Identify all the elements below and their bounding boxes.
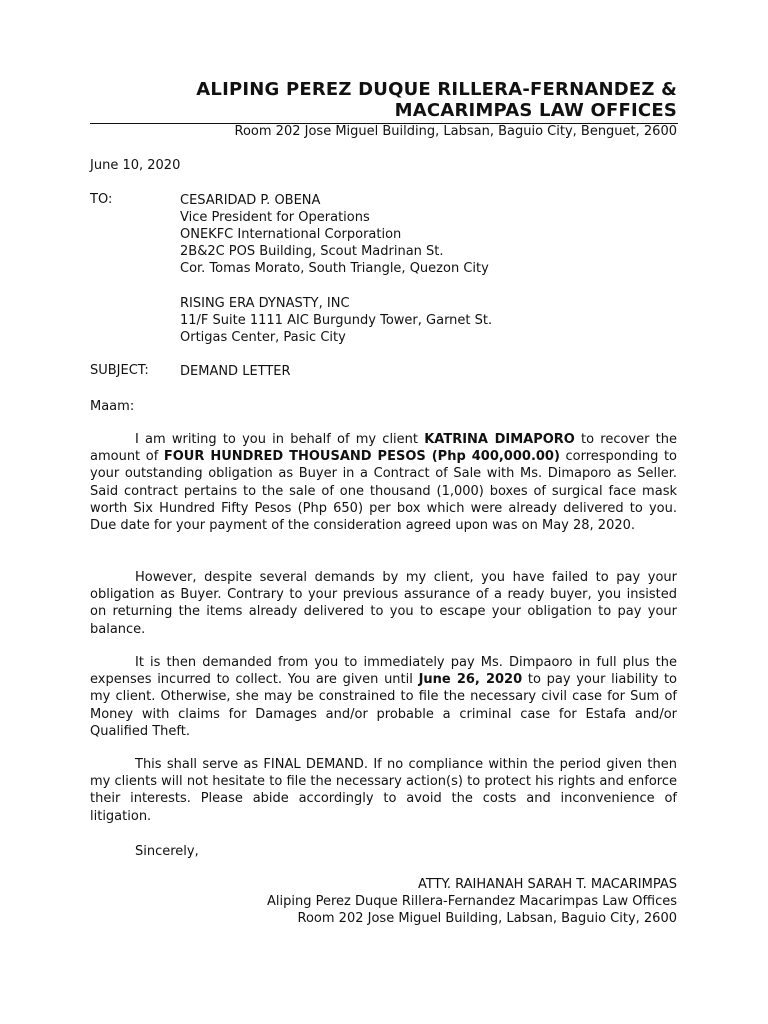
salutation: Maam: (90, 399, 135, 414)
second-addressee-line: 11/F Suite 1111 AIC Burgundy Tower, Garnet St. (180, 313, 493, 328)
firm-name-line2: MACARIMPAS LAW OFFICES (394, 100, 677, 121)
firm-address: Room 202 Jose Miguel Building, Labsan, Baguio City, Benguet, 2600 (234, 124, 677, 139)
addressee-name: CESARIDAD P. OBENA (180, 193, 321, 208)
text-run: I am writing to you in behalf of my client (135, 432, 425, 447)
subject-label: SUBJECT: (90, 363, 149, 378)
second-addressee-line: Ortigas Center, Pasic City (180, 330, 346, 345)
closing: Sincerely, (135, 844, 199, 859)
addressee-line: 2B&2C POS Building, Scout Madrinan St. (180, 244, 444, 259)
addressee-line: Vice President for Operations (180, 210, 370, 225)
text-run: to recover the amount of (90, 432, 677, 465)
second-addressee-line: RISING ERA DYNASTY, INC (180, 296, 350, 311)
addressee-line: Cor. Tomas Morato, South Triangle, Quezon City (180, 261, 489, 276)
firm-name-line1: ALIPING PEREZ DUQUE RILLERA-FERNANDEZ & (196, 79, 677, 100)
client-name: KATRINA DIMAPORO (424, 432, 575, 447)
signatory-address: Room 202 Jose Miguel Building, Labsan, Baguio City, 2600 (297, 911, 677, 926)
text-run: corresponding to your outstanding obligation as Buyer in a Contract of Sale with Ms. Dimaporo as Seller. Said contract pertains to the sale of one thousand (1,000) boxes of surgical face mask worth Six Hundred Fifty Pesos (Php 650) per box which were already delivered to you. Due date for your payment of the consideration agreed upon was on May 28, 2020. (90, 449, 677, 534)
subject-value: DEMAND LETTER (180, 364, 291, 379)
signatory-firm: Aliping Perez Duque Rillera-Fernandez Macarimpas Law Offices (267, 894, 677, 909)
to-label: TO: (90, 192, 113, 207)
body-paragraph-4: This shall serve as FINAL DEMAND. If no compliance within the period given then my clients will not hesitate to file the necessary action(s) to protect his rights and enforce their interests. Please abide accordingly to avoid the costs and inconvenience of litigation. (90, 757, 677, 824)
demand-amount: FOUR HUNDRED THOUSAND PESOS (Php 400,000.00) (163, 449, 560, 465)
text-run: to pay your liability to my client. Otherwise, she may be constrained to file the necessary civil case for Sum of Money with claims for Damages and/or probable a criminal case for Estafa and/or Qualified Theft. (90, 672, 677, 739)
signatory-name: ATTY. RAIHANAH SARAH T. MACARIMPAS (418, 877, 677, 892)
body-paragraph-3 (90, 654, 677, 740)
letter-date: June 10, 2020 (90, 158, 181, 173)
payment-deadline: June 26, 2020 (418, 672, 523, 688)
body-paragraph-1 (90, 431, 677, 534)
addressee-line: ONEKFC International Corporation (180, 227, 402, 242)
body-paragraph-2: However, despite several demands by my client, you have failed to pay your obligation as Buyer. Contrary to your previous assurance of a ready buyer, you insisted on returning the items already delivered to you to escape your obligation to pay your balance. (90, 570, 677, 637)
text-run: It is then demanded from you to immediately pay Ms. Dimpaoro in full plus the expenses incurred to collect. You are given until (90, 655, 677, 688)
